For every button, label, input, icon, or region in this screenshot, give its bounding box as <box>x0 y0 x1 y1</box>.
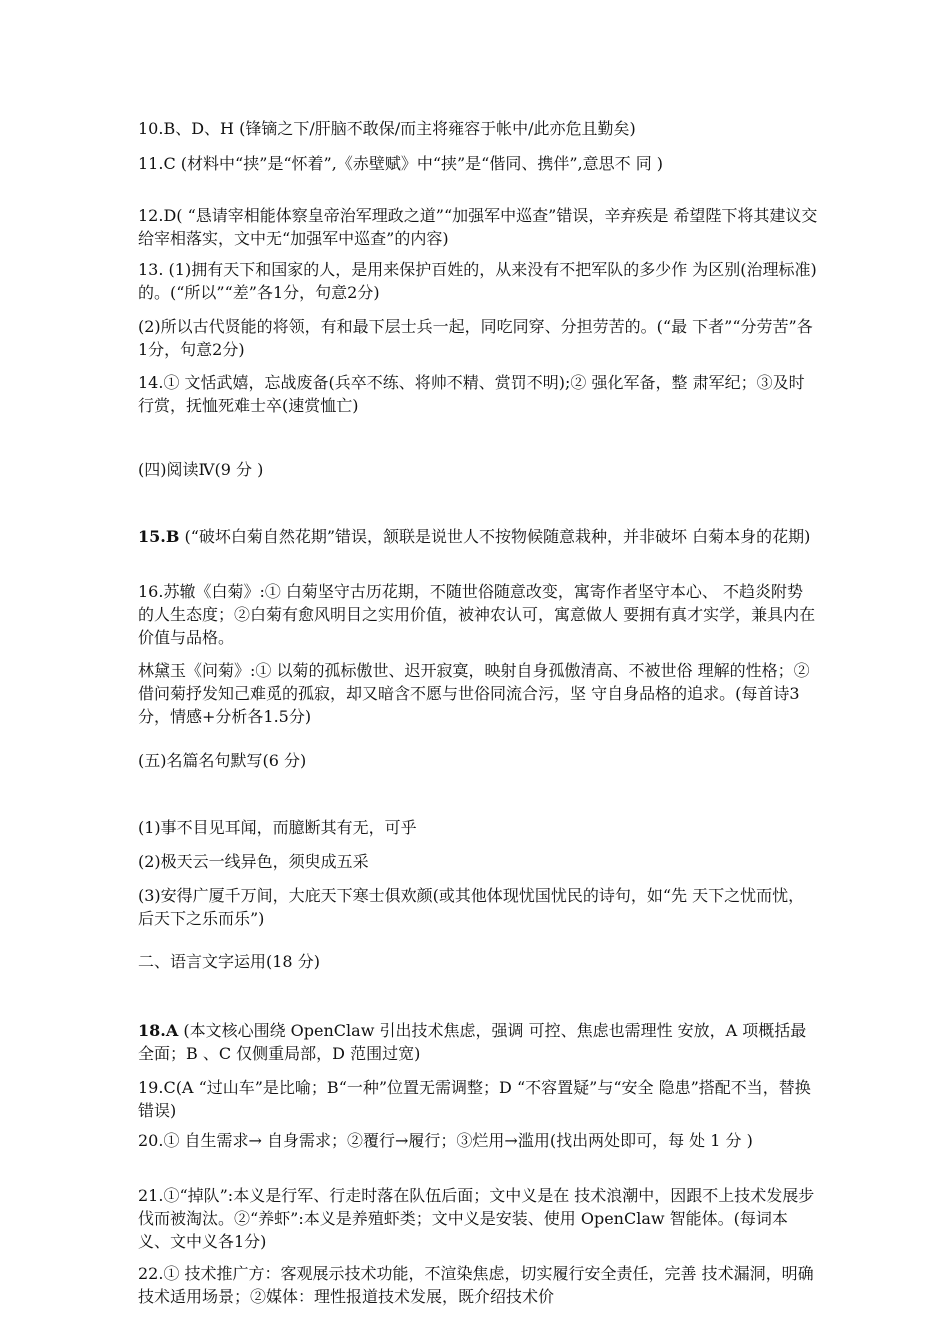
answer-15: 15.B (“破坏白菊自然花期”错误，颔联是说世人不按物候随意栽种，并非破坏 白菊本身的花期) <box>138 527 811 546</box>
answer-19: 19.C(A “过山车”是比喻；B“一种”位置无需调整；D “不容置疑”与“安全 隐患”搭配不当，替换错误) <box>138 1078 811 1120</box>
answer-17-2: (2)极天云一线异色，须臾成五采 <box>138 852 369 871</box>
answer-17-1: (1)事不目见耳闻，而臆断其有无，可乎 <box>138 818 417 837</box>
answer-16-su-zhe: 16.苏辙《白菊》:① 白菊坚守古历花期，不随世俗随意改变，寓寄作者坚守本心、 不趋炎附势的人生态度；②白菊有愈风明目之实用价值，被神农认可，寓意做人 要拥有真才实学，兼具内在价值与品格。 <box>138 582 816 647</box>
answer-13-1: 13. (1)拥有天下和国家的人，是用来保护百姓的，从来没有不把军队的多少作 为区别(治理标准)的。(“所以”“差”各1分，句意2分) <box>138 260 817 302</box>
answer-13-2: (2)所以古代贤能的将领，有和最下层士兵一起，同吃同穿、分担劳苦的。(“最 下者”“分劳苦”各1分，句意2分) <box>138 317 813 359</box>
section-heading-reading-4: (四)阅读Ⅳ(9 分 ) <box>138 460 264 479</box>
answer-14: 14.① 文恬武嬉，忘战废备(兵卒不练、将帅不精、赏罚不明);② 强化军备，整 肃军纪；③及时行赏，抚恤死难士卒(速赏恤亡) <box>138 373 805 415</box>
section-heading-language-use: 二、语言文字运用(18 分) <box>138 952 320 971</box>
answer-18: 18.A (本文核心围绕 OpenClaw 引出技术焦虑，强调 可控、焦虑也需理性 安放，A 项概括最全面；B 、C 仅侧重局部，D 范围过宽) <box>138 1021 807 1063</box>
answer-22: 22.① 技术推广方：客观展示技术功能，不渲染焦虑，切实履行安全责任，完善 技术漏洞，明确技术适用场景；②媒体：理性报道技术发展，既介绍技术价 <box>138 1264 814 1306</box>
answer-10: 10.B、D、H (锋镝之下/肝脑不敢保/而主将雍容于帐中/此亦危且勤矣) <box>138 119 636 138</box>
section-heading-recitation: (五)名篇名句默写(6 分) <box>138 751 307 770</box>
answer-12: 12.D( “恳请宰相能体察皇帝治军理政之道”“加强军中巡查”错误，辛弃疾是 希望陛下将其建议交给宰相落实，文中无“加强军中巡查”的内容) <box>138 206 818 248</box>
answer-16-lin-daiyu: 林黛玉《问菊》:① 以菊的孤标傲世、迟开寂寞，映射自身孤傲清高、不被世俗 理解的性格；②借问菊抒发知己难觅的孤寂，却又暗含不愿与世俗同流合污，坚 守自身品格的追求。(每首诗3分，情感+分析各1.5分) <box>138 661 810 726</box>
answer-20: 20.① 自生需求→ 自身需求；②覆行→履行；③烂用→滥用(找出两处即可，每 处 1 分 ) <box>138 1131 753 1150</box>
answer-11: 11.C (材料中“挟”是“怀着”,《赤壁赋》中“挟”是“偕同、携伴”,意思不 同 ) <box>138 154 664 173</box>
answer-21: 21.①“掉队”:本义是行军、行走时落在队伍后面；文中义是在 技术浪潮中，因跟不上技术发展步伐而被淘汰。②“养虾”:本义是养殖虾类；文中义是安装、使用 OpenClaw 智能体。(每词本义、文中义各1分) <box>138 1186 815 1251</box>
answer-17-3: (3)安得广厦千万间，大庇天下寒士俱欢颜(或其他体现忧国忧民的诗句，如“先 天下之忧而忧，后天下之乐而乐”) <box>138 886 805 928</box>
